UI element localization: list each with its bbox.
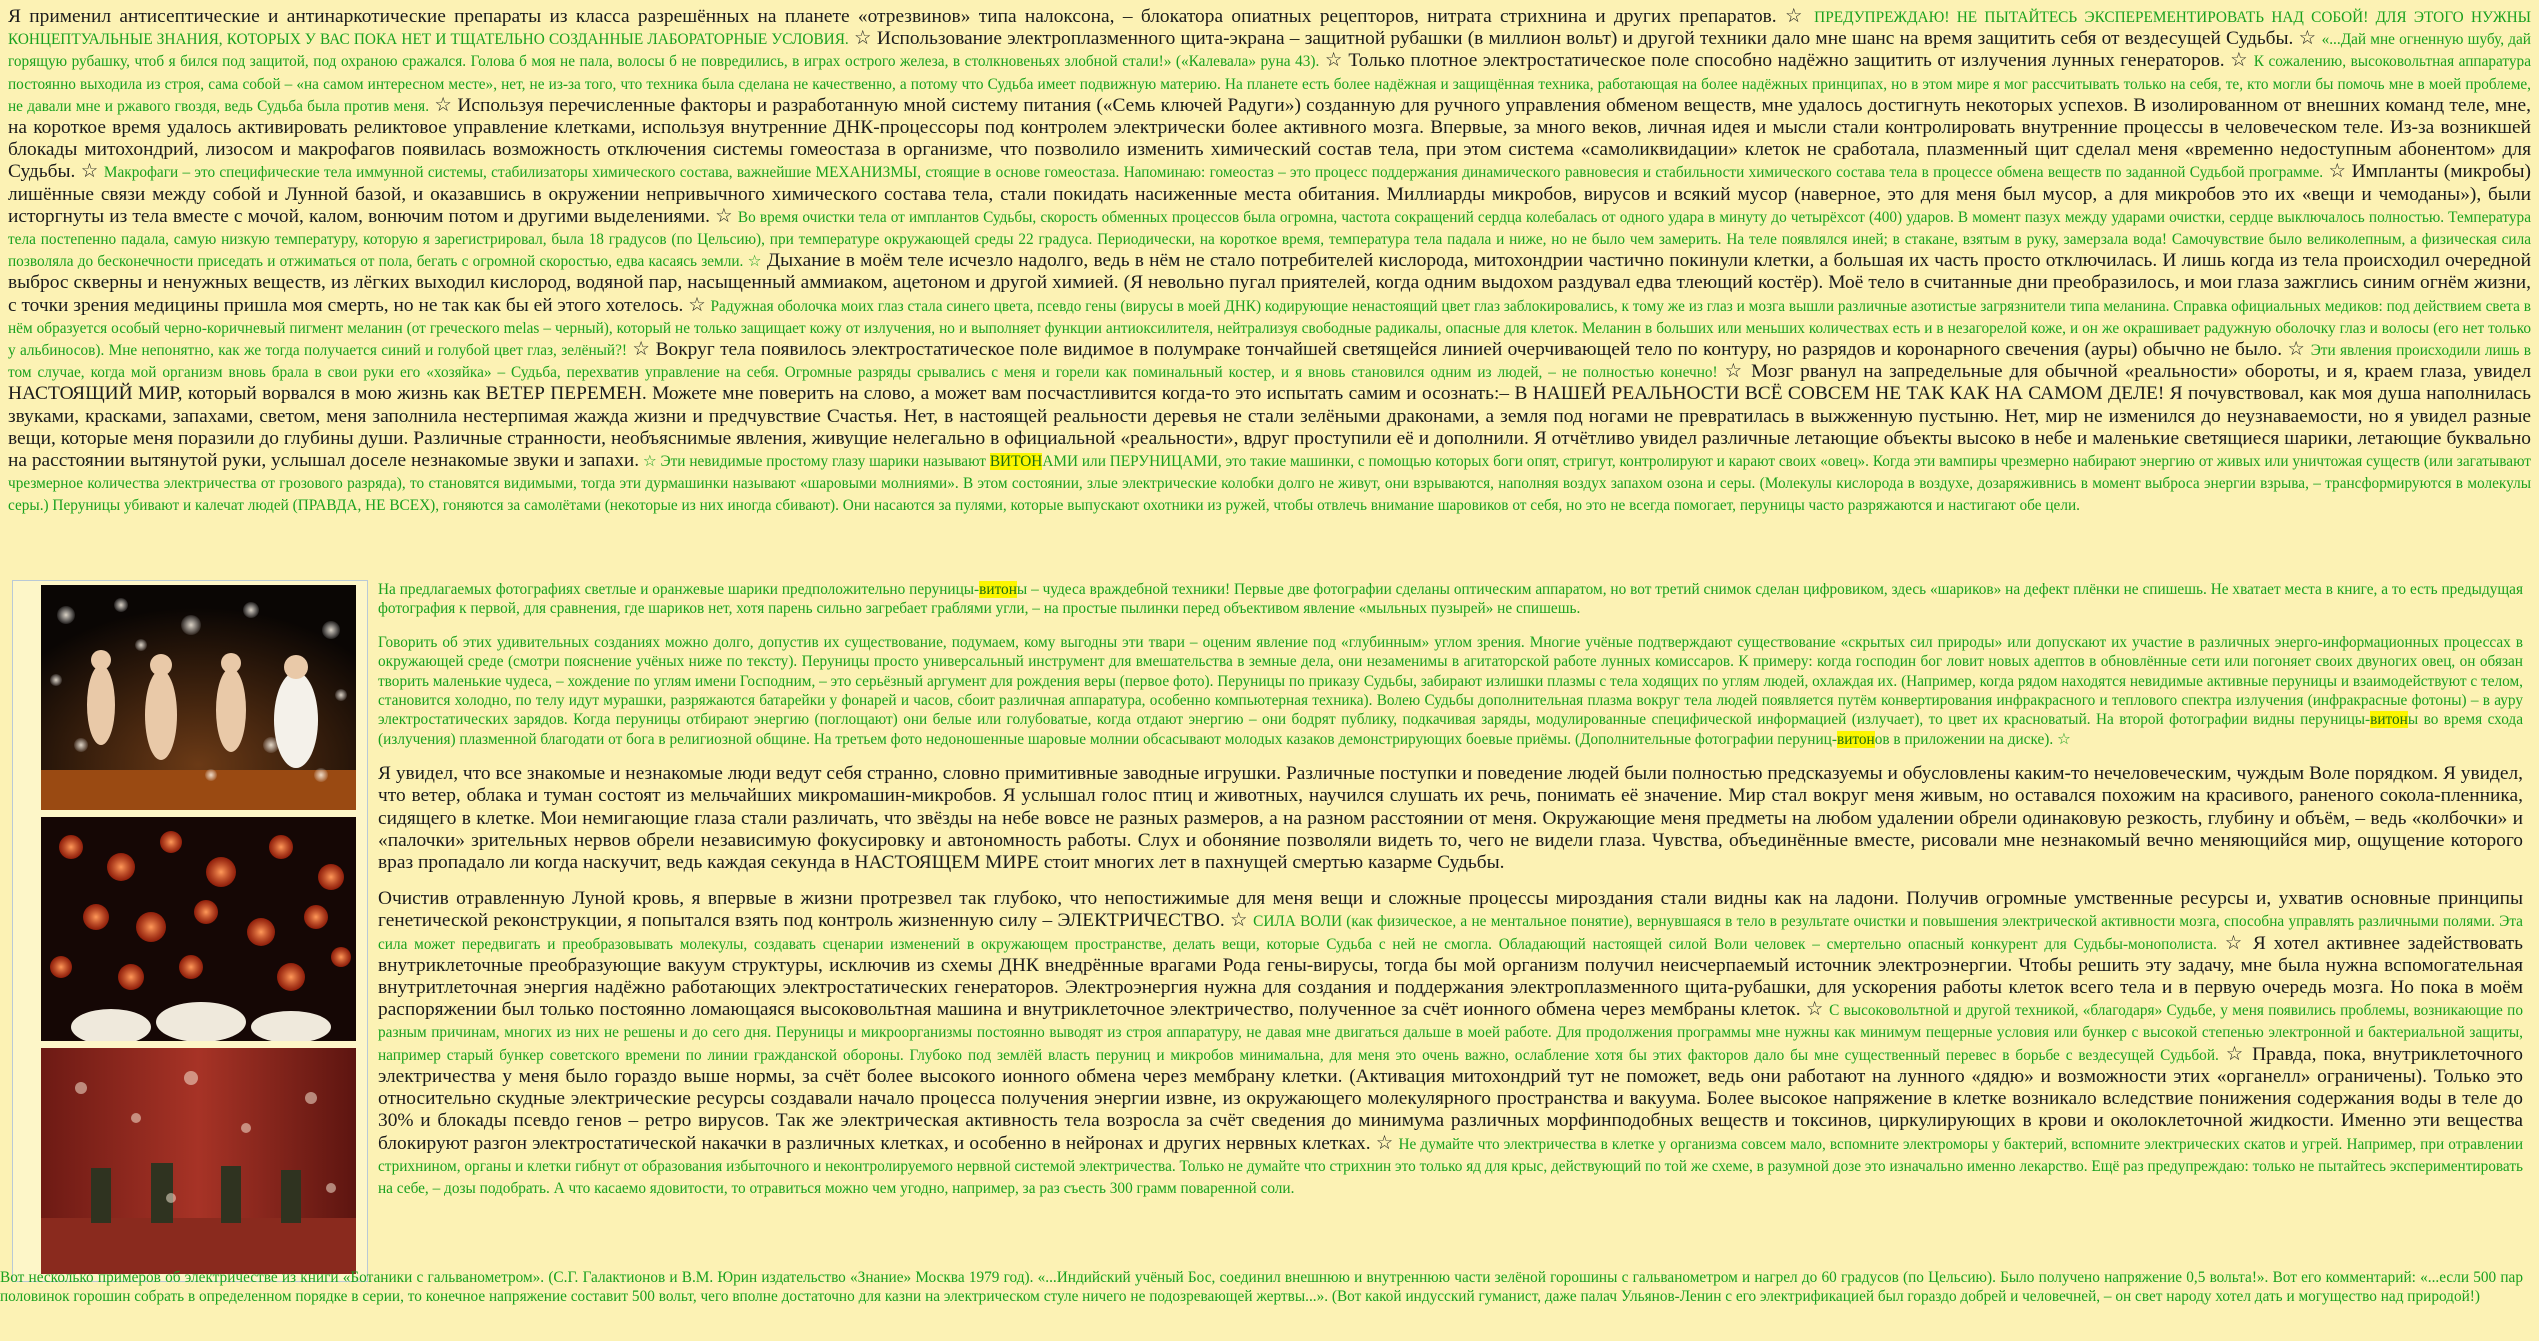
- text-implants: ☆ Импланты (микробы) лишённые связи между собой и Лунной базой, и оказавшись в окружении непривычного химического состава тела, стали покидать насиженные места обитания. Миллиарды микробов, вирусов и всякий мусор (наверное, это для меня был мусор, а для микробов это их «вещи и чемоданы»), были исторгнуты из тела вместе с мочой, калом, вонючим потом и другими выделениями. ☆: [8, 161, 2532, 227]
- note-vitons-b: АМИ или ПЕРУНИЦАМИ, это такие машинки, с помощью которых боги опят, стригут, контролируют и карают своих «овец». Когда эти вампиры чрезмерно набирают энергию от живых или уничтожая существ (или загатывают чрезмерное количества электричества от грозового разряда), то становятся видимыми, тогда эти дурмашинки называют «шаровыми молниями». В этом состоянии, злые электрические колобки долго не живут, они взрываются, наполняя воздух запахом озона и серы. (Молекулы кислорода в воздухе, дозаряживнись в момент выброса энергии взрыва, – трансформируются в молекулы серы.) Перуницы убивают и калечат людей (ПРАВДА, НЕ ВСЕХ), гоняются за самолётами (некоторые из них иногда сбивают). Они насаются за пулями, которые выпускают охотники из ружей, чтобы отвлечь внимание шаровиков от себя, но это не всегда помогает, перуницы часто разряжаются и настигают обе цели.: [8, 453, 2531, 515]
- footer-galvanometer: Вот несколько примеров об электричестве из книги «Ботаники с гальванометром». (С.Г. Галактионов и В.М. Юрин издательство «Знание» Москва 1979 год). «...Индийский учёный Бос, соединил внешнюю и внутреннюю части зелёной горошины с гальванометром и нагрел до 60 градусов (по Цельсию). Было получено напряжение 0,5 вольта!». Вот его комментарий: «...если 500 пар половинок горошин собрать в определенном порядке в серии, то конечное напряжение составит 500 вольт, чего вполне достаточно для казни на электрическом стуле ничего не подозревающей жертвы...». (Вот какой индусский гуманист, даже палач Ульянов-Ленин с его электрификацией был гораздо добрей и человечней, – он свет народу хотел дать и могущество над природой!): [0, 1269, 2523, 1306]
- side-text: [378, 580, 2523, 1207]
- text-vacuum: ☆ Я хотел активнее задействовать внутриклеточные преобразующие вакуум структуры, исключив из схемы ДНК внедрённые врагами Рода гены-вирусы, тогда бы мой организм получил неисчерпаемый источник электроэнергии. Чтобы решить эту задачу, мне была нужна вспомогательная внутритлеточная энергия надёжно работающих электростатических генераторов. Электроэнергия нужна для создания и поддержания электроплазменного щита-рубашки, для ускорения работы клеток всего тела и в первую очередь мозга. Но пока в моём распоряжении был только постоянно ломающаяся высоковольтная машина и внутриклеточное электричество, полученное за счёт ионного обмена через мембраны клеток. ☆: [378, 932, 2524, 1021]
- text-nutrition: ☆ Используя перечисленные факторы и разработанную мной систему питания («Семь ключей Радуги») созданную для ручного управления обменом веществ, мне удалось достигнуть некоторых успехов. В изолированном от внешних команд теле, мне, на короткое время удалось активировать реликтовое управление клетками, используя внутренние ДНК-процессоры под контролем электрически более активного мозга. Впервые, за много веков, личная идея и мысли стали контролировать внутренние процессы в человеческом теле. Из-за возникшей блокады митохондрий, лизосом и макрофагов появилась возможность отключения системы гомеостаза в организме, что позволило изменить химический состав тела, при этом система «самоликвидации» клеток не сработала, плазменный щит сделал меня «временно недоступным абонентом» для Судьбы. ☆: [8, 94, 2531, 183]
- viton-highlight-3: витон: [1836, 730, 1875, 748]
- kalevala-quote: «...Дай мне огненную шубу, дай горящую рубашку, чтоб я бился под защитой, под охраною сражался. Голова б моя не пала, волосы б не повредились, в играх острого железа, в столкновеньях злобной стали!» («Калевала» руна 43).: [8, 31, 2531, 71]
- text-intro: Я применил антисептические и антинаркотические препараты из класса разрешённых на планете «отрезвинов» типа налоксона, – блокатора опиатных рецепторов, нитрата стрихнина и других препаратов. ☆: [8, 6, 1815, 27]
- photo-stage-soldiers-image: [41, 1048, 356, 1274]
- note-strychnine: Не думайте что электричества в клетке у организма совсем мало, вспомните электроморы у бактерий, вспомните электрических скатов и угрей. Например, при отравлении стрихнином, органы и клетки гибнут от образования избыточного и неконтролируемого нервной системой электричества. Только не думайте что стрихнин это только яд для крыс, действующий по той же схеме, в разумной дозе это изначально именно лекарство. Ещё раз предупреждаю: только не пытайтесь экспериментировать на себе, – дозы подобрать. А что касаемо ядовитости, то отравиться можно чем угодно, например, за раз съесть 300 грамм поваренной соли.: [378, 1135, 2524, 1197]
- photo-column: [12, 580, 368, 1282]
- viton-highlight-1: витон: [979, 581, 1017, 598]
- top-paragraph: [8, 6, 2531, 517]
- text-breathing: Дыхание в моём теле исчезло надолго, ведь в нём не стало потребителей кислорода, митохондрии частично покинули клетки, а большая их часть просто отключилась. И лишь когда из тела происходил очередной выброс скверны и ненужных веществ, из лёгких выходил кислород, водяной пар, насыщенный аммиаком, ацетоном и другой химией. (Я невольно пугал приятелей, когда одним выдохом раздувал едва тлеющий костёр). Моё тело в считанные дни преобразилось, и мои глаза зажглись синим огнём жизни, с точки зрения медицины пришла моя смерть, но не так как бы ей этого хотелось. ☆: [8, 250, 2531, 316]
- note-cleansing: Во время очистки тела от имплантов Судьбы, скорость обменных процессов была огромна, частота сокращений сердца колебалась от одного удара в минуту до четырёхсот (400) ударов. В момент пазух между ударами очистки, сердце выключалось полностью. Температура тела постепенно падала, самую низкую температуру, которую я зарегистрировал, была 18 градусов (по Цельсию), при температуре окружающей среды 22 градуса. Периодически, на короткое время, температура тела падала и ниже, но не было чем замерить. На теле появлялся иней; в стакане, взятым в руку, замерзала вода! Самочувствие было великолепным, а физическая сила позволяла до бесконечности приседать и отжиматься от пола, бегать с огромной скоростью, едва касаясь земли. ☆: [8, 208, 2531, 271]
- caption-1a: На предлагаемых фотографиях светлые и оранжевые шарики предположительно перуницы-: [378, 581, 980, 598]
- caption-1b: ы – чудеса враждебной техники! Первые две фотографии сделаны оптическим аппаратом, но вот третий снимок сделан цифровиком, здесь «шариков» на дефект плёнки не спишешь. Не хватает места в книге, а то есть предыдущая фотография к первой, для сравнения, где шариков нет, хотя парень сильно загребает граблями угли, – на простые пылинки перед объективом явление «мыльных пузырей» не спишешь.: [378, 581, 2523, 618]
- text-real-world: ☆ Мозг рванул на запредельные для обычной «реальности» обороты, и я, краем глаза, увидел НАСТОЯЩИЙ МИР, который ворвался в мою жизнь как ВЕТЕР ПЕРЕМЕН. Можете мне поверить на слово, а может вам посчастливится когда-то это испытать самим и осознать:– В НАШЕЙ РЕАЛЬНОСТИ ВСЁ СОВСЕМ НЕ ТАК КАК НА САМОМ ДЕЛЕ! Я почувствовал, как моя душа наполнилась звуками, красками, запахами, светом, меня заполнила нестерпимая жажда жизни и предчувствие Счастья. Нет, в настоящей реальности деревья не стали зелёными драконами, а земля под ногами не превратилась в выжженную пустыню. Нет, мир не изменился до неузнаваемости, но я увидел разные вещи, которые меня поразили до глубины души. Различные странности, необъяснимые явления, живущие нелегально в официальной «реальности», вдруг проступили её и дополнили. Я отчётливо увидел различные летающие объекты высоко в небе и маленькие светящиеся шарики, летающие буквально на расстоянии вытянутой руки, услышал доселе незнакомые звуки и запахи.: [8, 361, 2531, 472]
- caption-photos: [378, 580, 2523, 619]
- note-bunker: С высоковольтной и другой техникой, «благодаря» Судьбе, у меня появились проблемы, возникающие по разным причинам, многих из них не решены и до сего дня. Перуницы и микроорганизмы постоянно выводят из строя аппаратуру, не давая мне двигаться дальше в моей работе. Для продолжения программы мне нужны как минимум пещерные условия или бункер с высокой степенью электронной и бактериальной защиты, например старый бункер советского времени по линии гражданской обороны. Глубоко под землёй власть перуниц и микробов минимальна, для меня это очень важно, ослабление хотя бы этих факторов дало бы мне существенный перевес в борьбе с вездесущей Судьбой.: [378, 1002, 2523, 1064]
- viton-highlight-2: витон: [2370, 711, 2408, 729]
- page-body: [8, 6, 2531, 517]
- text-field: ☆ Только плотное электростатическое поле способно надёжно защитить от излучения лунных генераторов. ☆: [1319, 50, 2254, 72]
- note-eyes: Радужная оболочка моих глаз стала синего цвета, псевдо гены (вирусы в моей ДНК) кодирующие ненастоящий цвет глаз заблокировались, к тому же из глаз и мозга вышли различные азотистые загрязнители типа меланина. Справка официальных медиков: под действием света в нём образуется особый черно-коричневый пигмент меланин (от греческого melas – черный), который не только защищает кожу от излучения, но и выполняет функции антиоксилителя, нейтрализуя свободные радикалы, опасные для клеток. Меланин в больших или меньших количествах есть и в незагорелой коже, и он же окрашивает радужную оболочку глаз и волосы (его нет только у альбиносов). Мне непонятно, как же тогда получается синий и голубой цвет глаз, зелёный?!: [8, 297, 2532, 360]
- note-equipment: К сожалению, высоковольтная аппаратура постоянно выходила из строя, сама собой – «на самом интересном месте», нет, не из-за того, что техника была сделана не качественно, а потому что Судьба имеет подвижную материю. На планете есть более надёжная и защищённая техника, работающая на более надёжных принципах, но в этом мире я мог рассчитывать только на себя, те, кто могли бы помочь мне в моей проблеме, не давали мне и ржавого гвоздя, ведь Судьба была против меня.: [8, 53, 2531, 115]
- note-vitons-a: ☆ Эти невидимые простому глазу шарики называют: [639, 453, 990, 471]
- text-field-line: ☆ Вокруг тела появилось электростатическое поле видимое в полумраке тончайшей светящейся линией очерчивающей тело по контуру, но разрядов и коронарного свечения (ауры) обычно не было. ☆: [627, 339, 2311, 361]
- photo-red-orbs-image: [41, 817, 356, 1041]
- note-fate: Эти явления происходили лишь в том случае, когда мой организм вновь брала в свои руки его «хозяйка» – Судьба, перехватив управление на себя. Огромные разряды срывались с меня и горели как поминальный костер, и я вновь становился одним из людей, – не полностью конечно!: [8, 342, 2531, 382]
- caption-explanation: [378, 633, 2523, 749]
- photo-fire-walking: [41, 585, 356, 810]
- note-will: СИЛА ВОЛИ (как физическое, а не ментальное понятие), вернувшаяся в тело в результате очистки и повышения электрической активности мозга, способна управлять различными полями. Эта сила может передвигать и преобразовывать молекулы, создавать сценарии изменений в окружающем пространстве, делать вещи, которые Судьба с ней не смогла. Обладающий настоящей силой Воли человек – смертельно опасный конкурент для Судьбы-монополиста.: [378, 913, 2523, 953]
- electricity-paragraph: [378, 888, 2523, 1199]
- photo-stage-soldiers: [41, 1048, 356, 1274]
- text-shield: ☆ Использование электроплазменного щита-экрана – защитной рубашки (в миллион вольт) и другой техники дало мне шанс на время защитить себя от вездесущей Судьбы. ☆: [848, 28, 2322, 50]
- photo-red-orbs: [41, 817, 356, 1041]
- footer-paragraph: [0, 1268, 2523, 1307]
- caption-2b: ы во время схода (излучения) плазменной благодати от бога в религиозной общине. На третьем фото недоношенные шаровые молнии обсасывают молодых казаков демонстрирующих боевые приёмы. (Дополнительные фотографии перуниц-: [378, 711, 2524, 748]
- real-world-paragraph: Я увидел, что все знакомые и незнакомые люди ведут себя странно, словно примитивные заводные игрушки. Различные поступки и поведение людей были полностью предсказуемы и обусловлены каким-то нечеловеческим, чуждым Воле порядком. Я увидел, что ветер, облака и туман состоят из мельчайших микромашин-микробов. Я услышал голос птиц и животных, научился слушать их речь, понимать её значение. Мир стал вокруг меня живым, но оставался похожим на красивого, раненого сокола-пленника, сидящего в клетке. Мои немигающие глаза стали различать, что звёзды на небе вовсе не разных размеров, а на разном расстоянии от меня. Окружающие меня предметы на любом удалении обрели одинаковую резкость, глубину и объём, – ведь «колбочки» и «палочки» зрительных нервов обрели независимую фокусировку и автономность работы. Слух и обоняние позволяли видеть то, чего не видели глаза. Чувства, объединённые вместе, рисовали мне незнакомый вечно меняющийся мир, ощущение которого враз пропадало ли когда наскучит, ведь каждая секунда в НАСТОЯЩЕМ МИРЕ стоит многих лет в пахнущей смертью казарме Судьбы.: [378, 763, 2523, 874]
- text-ion-exchange: ☆ Правда, пока, внутриклеточного электричества у меня было гораздо выше нормы, за счёт более высокого ионного обмена через мембрану клетки. (Активация митохондрий тут не поможет, ведь они работают на лунного «дядю» и возможности этих «органелл» ограничены). Только это относительно скудные электрические ресурсы создавали начало процесса получения энергии извне, из окружающего молекулярного пространства и вакуума. Более высокое напряжение в клетке возникало вследствие понижения содержания воды в теле до 30% и блокады псевдо генов – ретро вирусов. Так же электрическая активность тела возросла за счёт сведения до минимума различных морфинподобных веществ и токсинов, циркулирующих в крови и околоклеточной жидкости. Именно эти вещества блокируют разгон электростатической накачки в различных клетках, и особенно в нейронах и других нервных клетках. ☆: [378, 1043, 2524, 1154]
- caption-2c: ов в приложении на диске). ☆: [1874, 730, 2071, 748]
- caption-2a: Говорить об этих удивительных созданиях можно долго, допустив их существование, подумаем, кому выгодны эти твари – оценим явление под «глубинным» углом зрения. Многие учёные подтверждают существование «скрытых сил природы» или допускают их участие в различных энерго-информационных процессах в окружающей среде (смотри пояснение учёных ниже по тексту). Перуницы просто универсальный инструмент для вмешательства в земные дела, они незаменимы в агитаторской работе лунных комиссаров. К примеру: когда господин бог ловит новых адептов в обновлённые сети или погоняет своих двуногих овец, он обязан творить маленькие чудеса, – хождение по углям имени Господним, – это серьёзный аргумент для рождения веры (первое фото). Перуницы по приказу Судьбы, забирают излишки плазмы с тела ходящих по углям людей, охлаждая их. (Например, когда рядом находятся невидимые активные перуницы и взаимодействуют с телом, становится холодно, по телу идут мурашки, разряжаются батарейки у фонарей и часов, сбоит различная аппаратура, особенно компьютерная техника). Волею Судьбы дополнительная плазма вокруг тела людей появляется путём конвертирования инфракрасного и теплового спектра излучения (инфракрасные фотоны) – в ауру электростатических зарядов. Когда перуницы отбирают энергию (поглощают) они белые или голубоватые, когда отдают энергию – они бодрят публику, подкачивая заряды, модулированные специфической информацией (излучает), то цвет их красноватый. На второй фотографии видны перуницы-: [378, 633, 2523, 729]
- photo-fire-walking-image: [41, 585, 356, 810]
- viton-highlight: ВИТОН: [989, 453, 1043, 471]
- warning-caps: ПРЕДУПРЕЖДАЮ! НЕ ПЫТАЙТЕСЬ ЭКСПЕРЕМЕНТИРОВАТЬ НАД СОБОЙ! ДЛЯ ЭТОГО НУЖНЫ КОНЦЕПТУАЛЬНЫЕ ЗНАНИЯ, КОТОРЫХ У ВАС ПОКА НЕТ И ТЩАТЕЛЬНО СОЗДАННЫЕ ЛАБОРАТОРНЫЕ УСЛОВИЯ.: [8, 9, 2531, 49]
- text-electricity: Очистив отравленную Луной кровь, я впервые в жизни протрезвел так глубоко, что непостижимые для меня вещи и сложные процессы мироздания стали видны как на ладони. Получив огромные умственные ресурсы и, ухватив основные принципы генетической реконструкции, я попытался взять под контроль жизненную силу – ЭЛЕКТРИЧЕСТВО. ☆: [378, 888, 2523, 932]
- note-macrophages: Макрофаги – это специфические тела иммунной системы, стабилизаторы химического состава, важнейшие МЕХАНИЗМЫ, стоящие в основе гомеостаза. Напоминаю: гомеостаз – это процесс поддержания динамического равновесия и стабильности химического состава тела в процессе обмена веществ по заданной Судьбой программе.: [103, 164, 2324, 182]
